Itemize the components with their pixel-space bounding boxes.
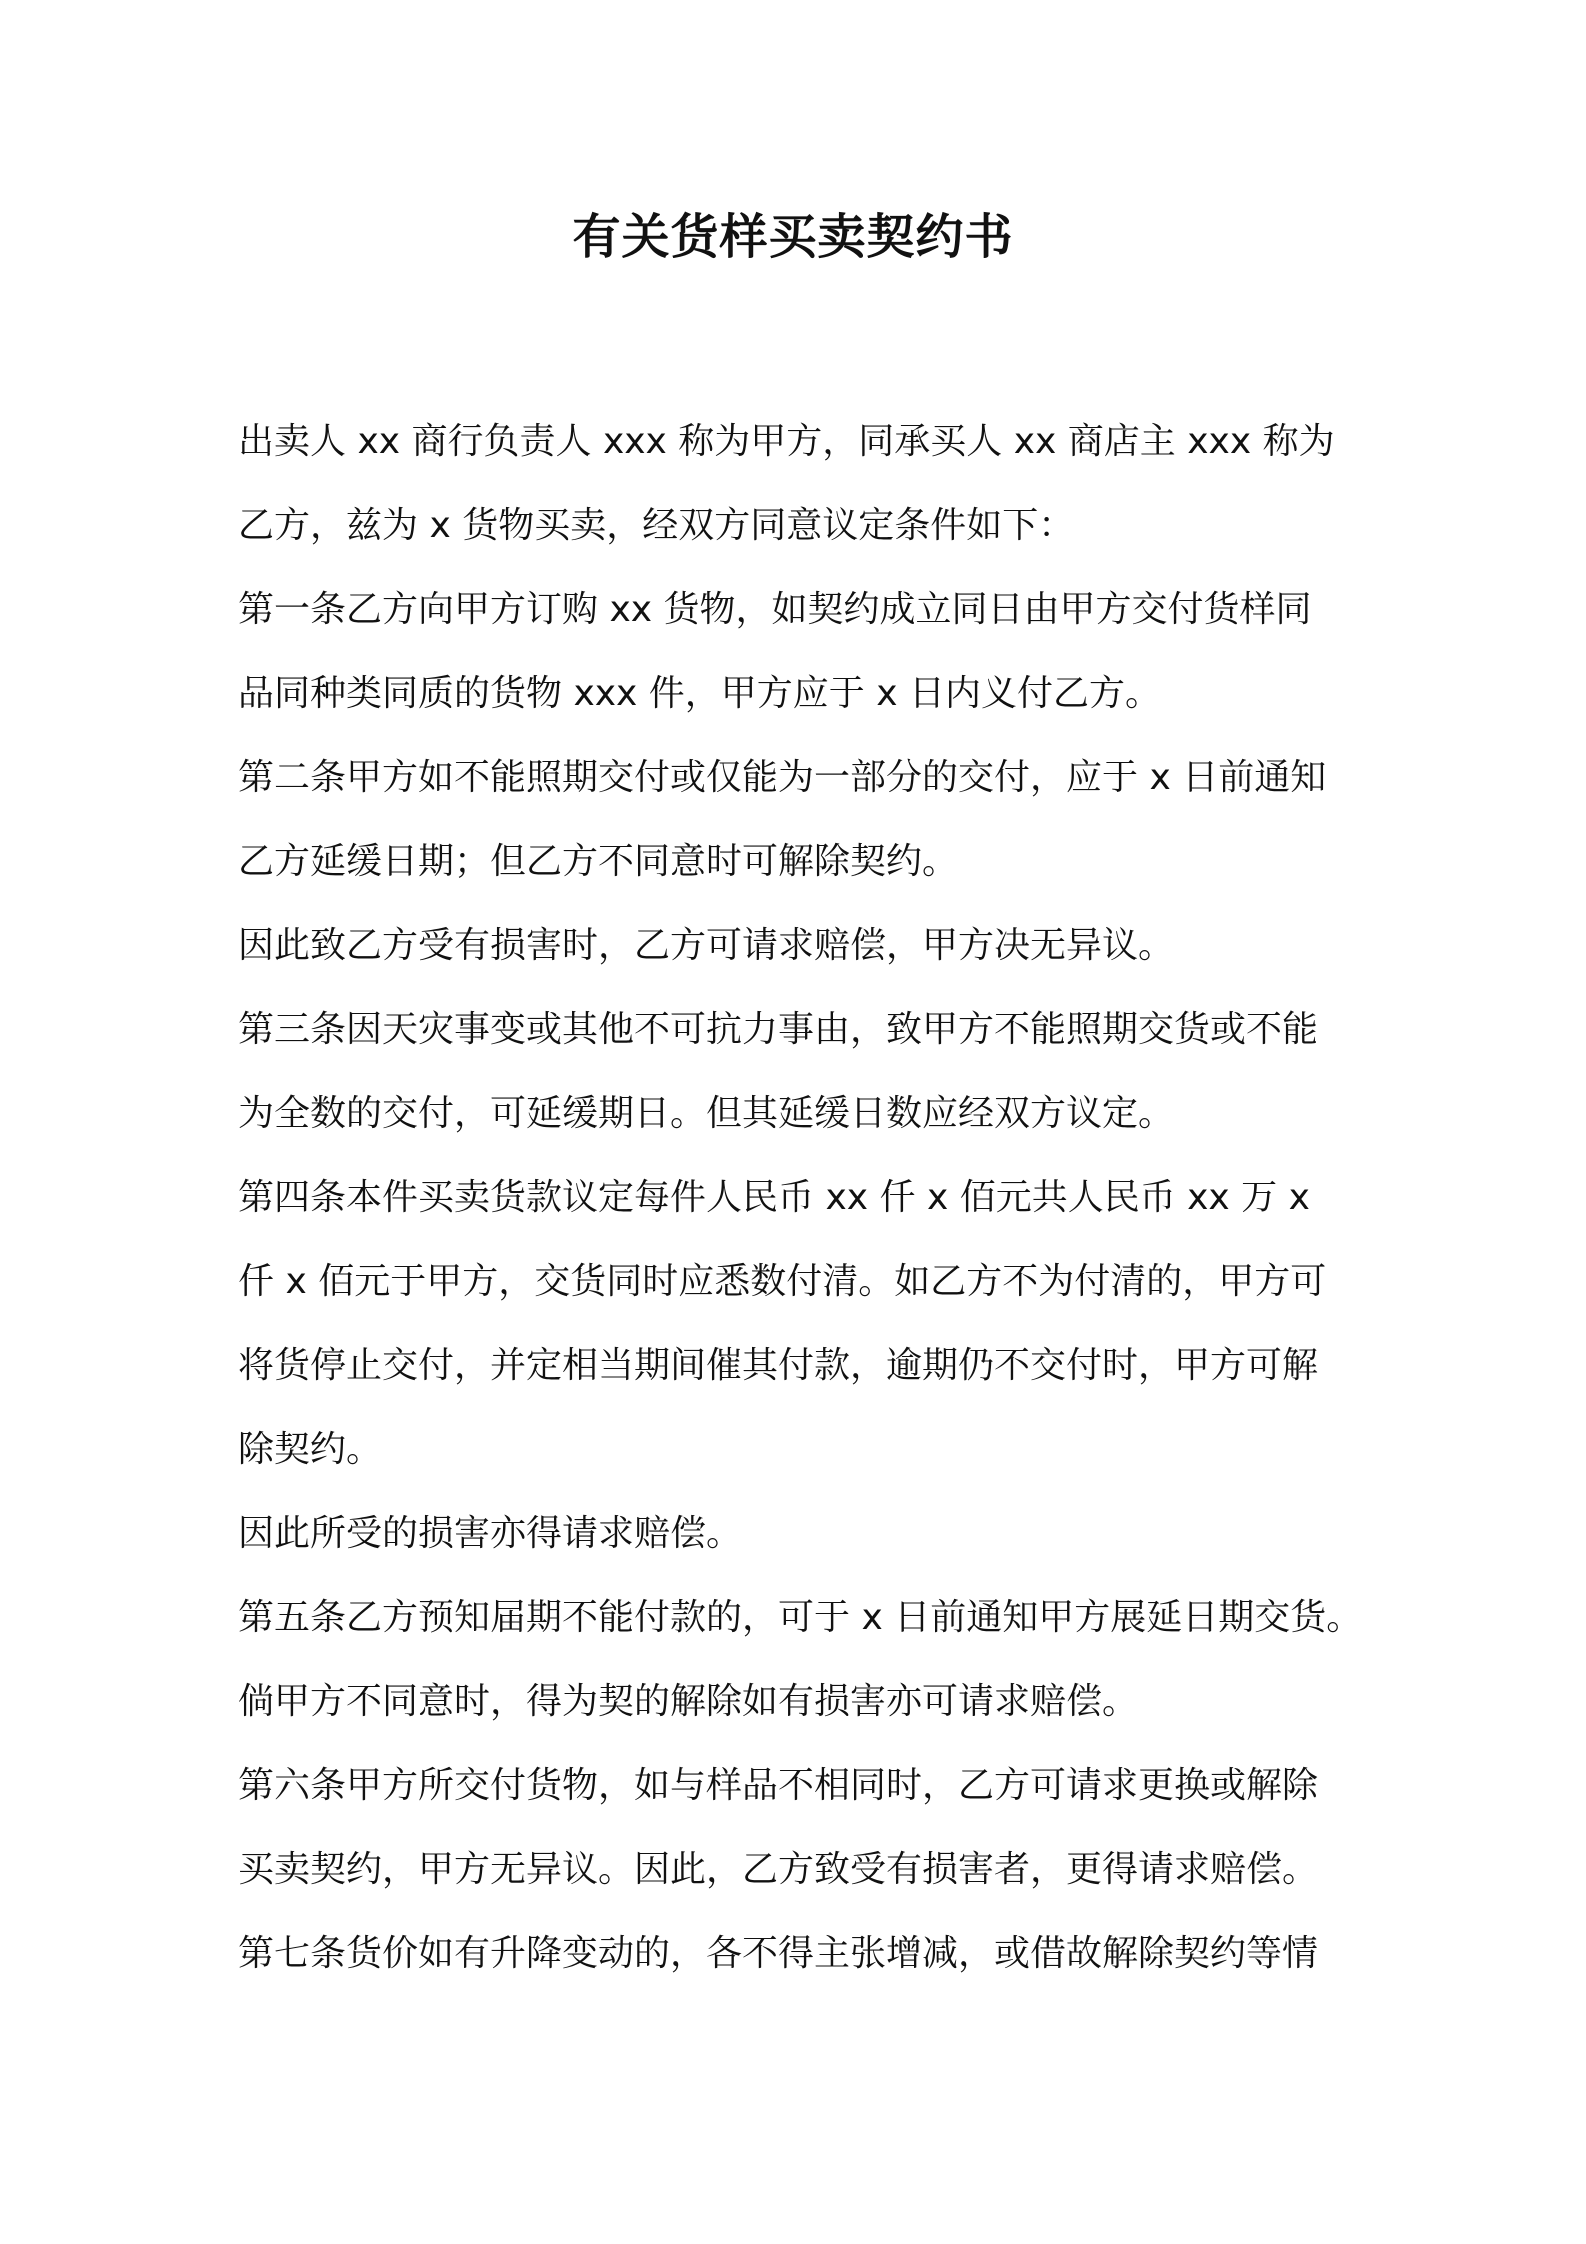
text-line: 仟 x 佰元于甲方，交货同时应悉数付清。如乙方不为付清的，甲方可 <box>238 1261 1327 1302</box>
text-line: 买卖契约，甲方无异议。因此，乙方致受有损害者，更得请求赔偿。 <box>238 1849 1319 1890</box>
document-title: 有关货样买卖契约书 <box>572 209 1014 265</box>
text-line: 乙方，兹为 x 货物买卖，经双方同意议定条件如下： <box>238 505 1075 546</box>
text-line: 第六条甲方所交付货物，如与样品不相同时，乙方可请求更换或解除 <box>238 1765 1319 1806</box>
text-line: 品同种类同质的货物 xxx 件，甲方应于 x 日内义付乙方。 <box>238 673 1161 714</box>
text-line: 第一条乙方向甲方订购 xx 货物，如契约成立同日由甲方交付货样同 <box>238 589 1312 630</box>
text-line: 第五条乙方预知届期不能付款的，可于 x 日前通知甲方展延日期交货。 <box>238 1597 1363 1638</box>
text-line: 将货停止交付，并定相当期间催其付款，逾期仍不交付时，甲方可解 <box>238 1345 1319 1386</box>
text-line: 除契约。 <box>238 1429 383 1470</box>
text-line: 倘甲方不同意时，得为契的解除如有损害亦可请求赔偿。 <box>238 1681 1139 1722</box>
text-line: 因此致乙方受有损害时，乙方可请求赔偿，甲方决无异议。 <box>238 925 1175 966</box>
text-line: 为全数的交付，可延缓期日。但其延缓日数应经双方议定。 <box>238 1093 1175 1134</box>
text-line: 乙方延缓日期；但乙方不同意时可解除契约。 <box>238 841 959 882</box>
text-line: 第三条因天灾事变或其他不可抗力事由，致甲方不能照期交货或不能 <box>238 1009 1319 1050</box>
text-line: 因此所受的损害亦得请求赔偿。 <box>238 1513 743 1554</box>
text-line: 出卖人 xx 商行负责人 xxx 称为甲方，同承买人 xx 商店主 xxx 称为 <box>238 421 1335 462</box>
text-line: 第七条货价如有升降变动的，各不得主张增减，或借故解除契约等情 <box>238 1933 1319 1974</box>
document-body <box>238 400 1368 1996</box>
text-line: 第四条本件买卖货款议定每件人民币 xx 仟 x 佰元共人民币 xx 万 x <box>238 1177 1310 1218</box>
text-line: 第二条甲方如不能照期交付或仅能为一部分的交付，应于 x 日前通知 <box>238 757 1327 798</box>
